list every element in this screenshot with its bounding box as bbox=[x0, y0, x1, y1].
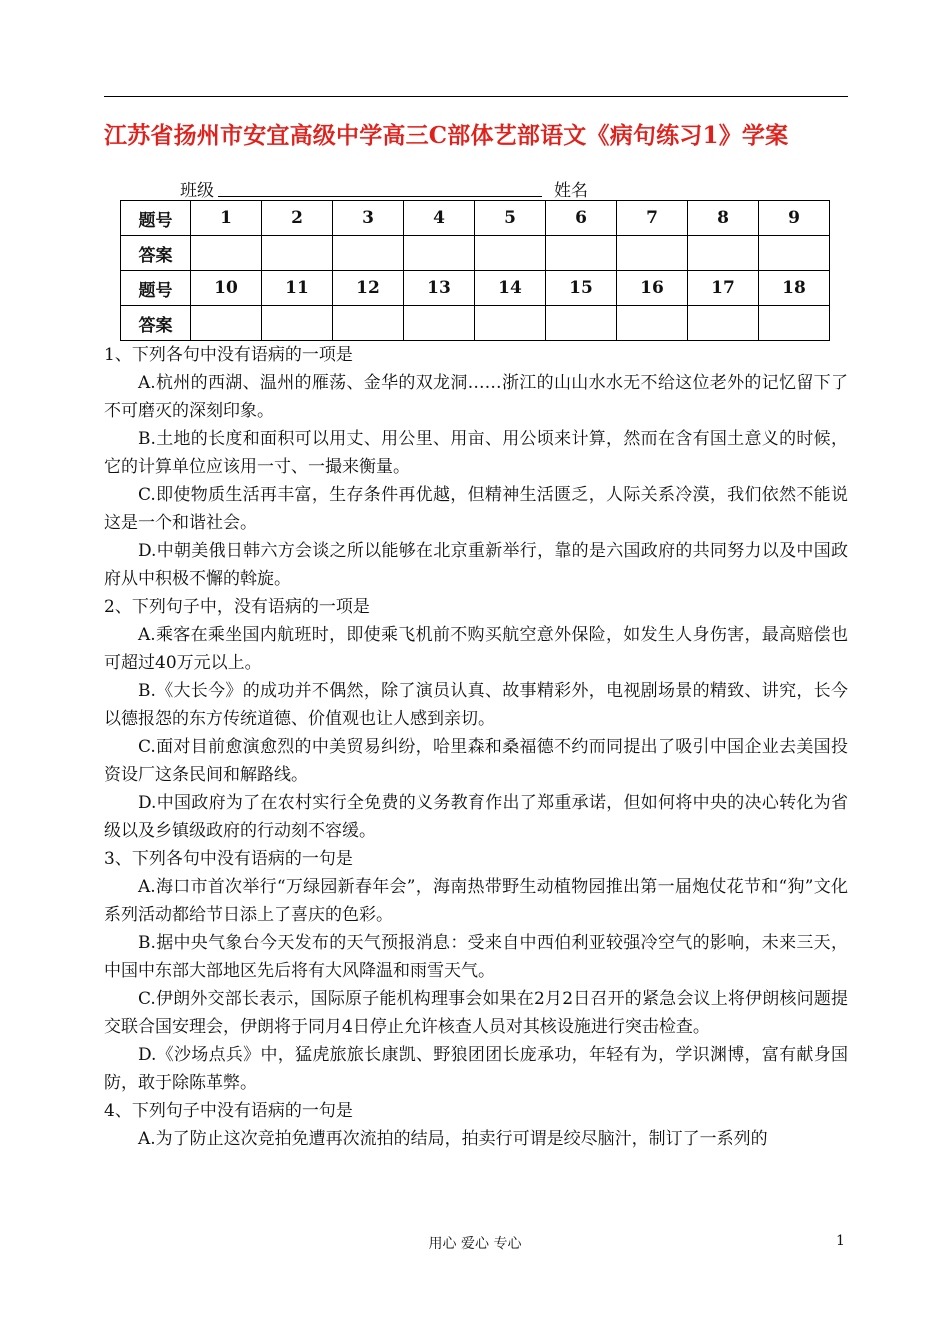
option-text: C.即使物质生活再丰富，生存条件再优越，但精神生活匮乏，人际关系冷漠，我们依然不能说这是一个和谐社会。 bbox=[104, 485, 848, 533]
option-text: C.面对目前愈演愈烈的中美贸易纠纷，哈里森和桑福德不约而同提出了吸引中国企业去美国投资设厂这条民间和解路线。 bbox=[104, 737, 848, 785]
number-label: 题号 bbox=[121, 201, 191, 236]
question-number: 1 bbox=[191, 201, 262, 236]
page-title: 江苏省扬州市安宜高级中学高三C部体艺部语文《病句练习1》学案 bbox=[104, 122, 789, 149]
question-number: 3 bbox=[333, 201, 404, 236]
answer-cell[interactable] bbox=[759, 306, 830, 341]
question-number: 15 bbox=[546, 271, 617, 306]
answer-label: 答案 bbox=[121, 306, 191, 341]
option-text: A.杭州的西湖、温州的雁荡、金华的双龙洞……浙江的山山水水无不给这位老外的记忆留下了不可磨灭的深刻印象。 bbox=[104, 373, 848, 421]
option-text: D.《沙场点兵》中，猛虎旅旅长康凯、野狼团团长庞承功，年轻有为，学识渊博，富有献身国防，敢于除陈革弊。 bbox=[104, 1045, 848, 1093]
answer-cell[interactable] bbox=[546, 236, 617, 271]
answer-cell[interactable] bbox=[333, 306, 404, 341]
answer-cell[interactable] bbox=[546, 306, 617, 341]
option-text: B.土地的长度和面积可以用丈、用公里、用亩、用公顷来计算，然而在含有国土意义的时候，它的计算单位应该用一寸、一撮来衡量。 bbox=[104, 429, 848, 477]
answer-cell[interactable] bbox=[688, 306, 759, 341]
answer-cell[interactable] bbox=[617, 306, 688, 341]
question-number: 11 bbox=[262, 271, 333, 306]
option-text: A.海口市首次举行“万绿园新春年会”，海南热带野生动植物园推出第一届炮仗花节和“狗”文化系列活动都给节日添上了喜庆的色彩。 bbox=[104, 877, 848, 925]
question-number: 13 bbox=[404, 271, 475, 306]
question-number: 10 bbox=[191, 271, 262, 306]
option-text: B.《大长今》的成功并不偶然，除了演员认真、故事精彩外，电视剧场景的精致、讲究，长今以德报怨的东方传统道德、价值观也让人感到亲切。 bbox=[104, 681, 848, 729]
number-label: 题号 bbox=[121, 271, 191, 306]
answer-cell[interactable] bbox=[475, 236, 546, 271]
answer-table bbox=[120, 200, 830, 341]
option-text: A.为了防止这次竞拍免遭再次流拍的结局，拍卖行可谓是绞尽脑汁，制订了一系列的 bbox=[138, 1129, 768, 1149]
question-number: 4 bbox=[404, 201, 475, 236]
page-number: 1 bbox=[836, 1233, 845, 1249]
question-number: 5 bbox=[475, 201, 546, 236]
top-rule bbox=[104, 96, 848, 97]
class-underline bbox=[218, 196, 542, 197]
question-number: 9 bbox=[759, 201, 830, 236]
question-stem: 1、下列各句中没有语病的一项是 bbox=[104, 345, 353, 365]
answer-cell[interactable] bbox=[404, 306, 475, 341]
question-number: 12 bbox=[333, 271, 404, 306]
answer-row-1 bbox=[121, 236, 830, 271]
question-number: 2 bbox=[262, 201, 333, 236]
answer-cell[interactable] bbox=[191, 306, 262, 341]
option-text: D.中国政府为了在农村实行全免费的义务教育作出了郑重承诺，但如何将中央的决心转化为省级以及乡镇级政府的行动刻不容缓。 bbox=[104, 793, 848, 841]
question-stem: 3、下列各句中没有语病的一句是 bbox=[104, 849, 353, 869]
answer-cell[interactable] bbox=[617, 236, 688, 271]
question-number: 8 bbox=[688, 201, 759, 236]
option-text: C.伊朗外交部长表示，国际原子能机构理事会如果在2月2日召开的紧急会议上将伊朗核问题提交联合国安理会，伊朗将于同月4日停止允许核查人员对其核设施进行突击检查。 bbox=[104, 989, 848, 1037]
question-number: 6 bbox=[546, 201, 617, 236]
question-number: 7 bbox=[617, 201, 688, 236]
answer-cell[interactable] bbox=[191, 236, 262, 271]
answer-label: 答案 bbox=[121, 236, 191, 271]
answer-cell[interactable] bbox=[759, 236, 830, 271]
answer-cell[interactable] bbox=[688, 236, 759, 271]
question-number: 17 bbox=[688, 271, 759, 306]
number-row-2 bbox=[121, 271, 830, 306]
class-label: 班级 bbox=[180, 181, 214, 201]
answer-cell[interactable] bbox=[333, 236, 404, 271]
question-number: 18 bbox=[759, 271, 830, 306]
answer-cell[interactable] bbox=[404, 236, 475, 271]
question-number: 16 bbox=[617, 271, 688, 306]
question-number: 14 bbox=[475, 271, 546, 306]
option-text: A.乘客在乘坐国内航班时，即使乘飞机前不购买航空意外保险，如发生人身伤害，最高赔偿也可超过40万元以上。 bbox=[104, 625, 848, 673]
question-stem: 4、下列句子中没有语病的一句是 bbox=[104, 1101, 353, 1121]
name-label: 姓名 bbox=[554, 181, 588, 201]
answer-cell[interactable] bbox=[262, 236, 333, 271]
answer-row-2 bbox=[121, 306, 830, 341]
question-list bbox=[104, 341, 848, 1153]
footer-slogan: 用心 爱心 专心 bbox=[428, 1236, 522, 1252]
question-stem: 2、下列句子中，没有语病的一项是 bbox=[104, 597, 370, 617]
answer-cell[interactable] bbox=[262, 306, 333, 341]
number-row-1 bbox=[121, 201, 830, 236]
option-text: B.据中央气象台今天发布的天气预报消息：受来自中西伯利亚较强冷空气的影响，未来三天，中国中东部大部地区先后将有大风降温和雨雪天气。 bbox=[104, 933, 848, 981]
option-text: D.中朝美俄日韩六方会谈之所以能够在北京重新举行，靠的是六国政府的共同努力以及中国政府从中积极不懈的斡旋。 bbox=[104, 541, 848, 589]
answer-cell[interactable] bbox=[475, 306, 546, 341]
